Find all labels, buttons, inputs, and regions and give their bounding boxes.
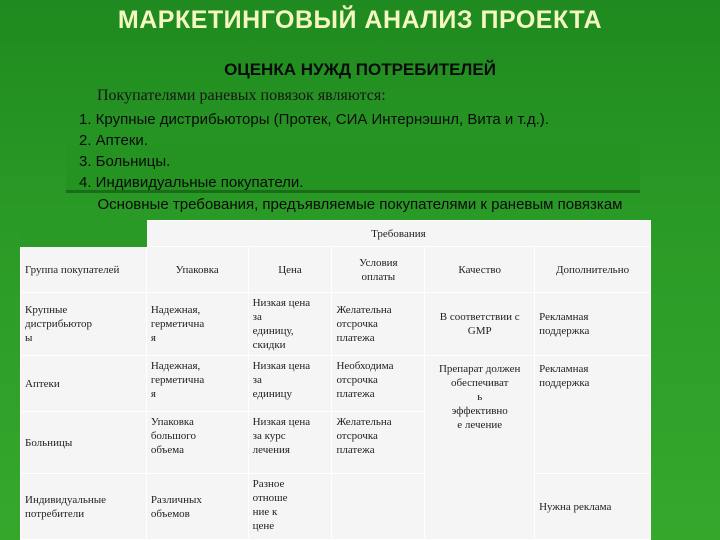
row-payment: Желательна отсрочка платежа [332,412,425,474]
intro-text: Покупателями раневых повязок являются: [97,87,386,104]
table-row [21,293,651,356]
table-row [21,356,651,412]
row-payment: Желательна отсрочка платежа [332,293,425,356]
buyer-item-1: 1. Крупные дистрибьюторы (Протек, СИА Интернэшнл, Вита и т.д.). [79,111,549,128]
col-header-extra: Дополнительно [535,247,651,293]
row-payment: Необходима отсрочка платежа [332,356,425,412]
row-group: Крупные дистрибьютор ы [21,293,147,356]
row-packaging: Различных объемов [146,474,248,540]
row-packaging: Надежная, герметична я [146,293,248,356]
buyer-item-3: 3. Больницы. [79,153,171,170]
page-subtitle: ОЦЕНКА НУЖД ПОТРЕБИТЕЛЕЙ [224,60,496,79]
row-payment [332,474,425,540]
row-group: Индивидуальные потребители [21,474,147,540]
requirements-table [20,220,651,540]
col-header-payment: Условия оплаты [332,247,425,293]
row-price: Низкая цена за единицу, скидки [248,293,332,356]
table-row [21,474,651,540]
page-title: МАРКЕТИНГОВЫЙ АНАЛИЗ ПРОЕКТА [117,6,603,34]
buyer-item-2: 2. Аптеки. [79,132,148,149]
row-group: Больницы [21,412,147,474]
row-extra: Рекламная поддержка [535,356,651,474]
row-group: Аптеки [21,356,147,412]
table-corner [21,221,147,247]
row-price: Низкая цена за единицу [248,356,332,412]
requirements-caption: Основные требования, предъявляемые покупателями к раневым повязкам [97,196,623,213]
row-extra: Нужна реклама [535,474,651,540]
row-quality: В соответствии с GMP [425,293,535,356]
row-price: Разное отноше ние к цене [248,474,332,540]
row-extra: Рекламная поддержка [535,293,651,356]
requirements-header: Требования [146,221,650,247]
row-price: Низкая цена за курс лечения [248,412,332,474]
col-header-price: Цена [248,247,332,293]
col-header-quality: Качество [425,247,535,293]
col-header-packaging: Упаковка [146,247,248,293]
row-packaging: Упаковка большого объема [146,412,248,474]
row-quality-merged: Препарат должен обеспечиват ь эффективно е лечение [425,356,535,540]
group-header: Группа покупателей [21,247,147,293]
buyer-item-4: 4. Индивидуальные покупатели. [79,174,304,191]
row-packaging: Надежная, герметична я [146,356,248,412]
